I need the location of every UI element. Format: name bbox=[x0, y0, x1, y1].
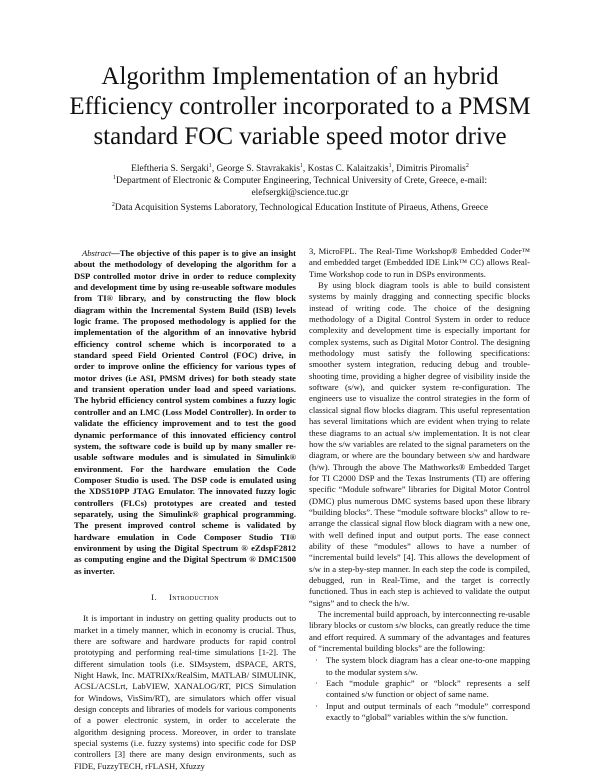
affiliation-mark: 1 bbox=[113, 174, 117, 181]
author-name: George S. Stavrakakis bbox=[216, 164, 300, 174]
bullet-icon: · bbox=[315, 678, 318, 689]
author-affiliation-mark: 1 bbox=[208, 162, 212, 169]
left-column bbox=[74, 248, 296, 772]
abstract bbox=[74, 248, 296, 577]
body-paragraph: By using block diagram tools is able to build consistent systems by mainly dragging and connecting specific blocks instead of writing code. The choice of the designing methodology of a Digital Control System in order to reduce complexity and development time is especially important for complex systems, such as Digital Motor Control. The designing methodology must satisfy the following specifications: smoother system integration, reducing debug and trouble-shooting time, providing a higher degree of visibility inside the software (s/w), and quicker system re-configuration. The engineers use to visualize the control strategies in the form of classical signal flow blocks diagram. This useful representation has several limitations which are evident when trying to relate these diagrams to an actual s/w implementation. It is not clear how the s/w variables are related to the signal parameters on the diagram, or where are the boundary between s/w and hardware (h/w). Through the above The Mathworks® Embedded Target for TI C2000 DSP and the Texas Instruments (TI) are offering specific “Module software” libraries for Digital Motor Control (DMC) plus numerous DMC systems based upon these library “building blocks”. These “module software blocks” allow to re-arrange the classical signal flow block diagram with a new one, with well defined input and output ports. The ease connect ability of these “modules” allows to have a number of “incremental build levels” [4]. This allows the development of s/w in a step-by-step manner. In each step the code is compiled, debugged, run in Real-Time, and the target is correctly functioned. Thus in each step is achieved to validate the output “signs” and to check the h/w. bbox=[309, 280, 530, 608]
section-title: Introduction bbox=[169, 591, 219, 602]
list-item bbox=[309, 655, 530, 678]
list-item bbox=[309, 678, 530, 701]
list-item-text: Input and output terminals of each “module” correspond exactly to “global” variables within the s/w function. bbox=[326, 700, 530, 723]
section-heading bbox=[74, 592, 296, 603]
list-item bbox=[309, 701, 530, 724]
continuation-paragraph: 3, MicroFPL. The Real-Time Workshop® Embedded Coder™ and embedded target (Embedded IDE Link™ CC) allows Real-Time Workshop code to run in DSPs environments. bbox=[309, 246, 530, 279]
author-block bbox=[60, 163, 540, 214]
title-line: Efficiency controller incorporated to a PMSM bbox=[69, 93, 531, 120]
bullet-icon: · bbox=[315, 655, 318, 666]
right-column bbox=[309, 246, 530, 723]
intro-paragraph: It is important in industry on getting quality products out to market in a timely manner, which in economy is crucial. Thus, there are software and hardware products for rapid control prototyping and performing real-time simulations [1-2]. The different simulation tools (i.e. SIMsystem, dSPACE, ARTS, Night Hawk, Inc. MATRIXx/RealSim, MATLAB/ SIMULINK, ACSL/ACSLrt, LabVIEW, XANALOG/RT, PICS Simulation for Windows, VisSim/RT), are simulators which offer visual design concepts and libraries of models for various components of a power electronic system, in order to accelerate the algorithm designing process. Moreover, in order to translate special systems (i.e. fuzzy systems) into specific code for DSP controllers [3] there are many design environments, such as FIDE, FuzzyTECH, rFLASH, Xfuzzy bbox=[74, 613, 296, 771]
bullet-icon: · bbox=[315, 700, 318, 711]
list-item-text: Each “module graphic” or “block” represents a self contained s/w function or object of same name. bbox=[326, 678, 530, 700]
title-line: Algorithm Implementation of an hybrid bbox=[101, 63, 499, 90]
affiliation-2 bbox=[60, 202, 540, 214]
author-name: Kostas C. Kalaitzakis bbox=[307, 164, 389, 174]
section-number: I. bbox=[151, 591, 157, 602]
body-paragraph: The incremental build approach, by interconnecting re-usable library blocks or custom s/w blocks, can greatly reduce the time and effort required. A summary of the advantages and features of “incremental building blocks” are the following: bbox=[309, 609, 530, 654]
affiliation-2-text: Data Acquisition Systems Laboratory, Technological Education Institute of Piraeus, Athens, Greece bbox=[114, 203, 489, 213]
author-name: Eleftheria S. Sergaki bbox=[131, 164, 209, 174]
affiliation-1-text: Department of Electronic & Computer Engineering, Technical University of Crete, Greece, e-mail: bbox=[116, 176, 487, 186]
author-affiliation-mark: 1 bbox=[299, 162, 303, 169]
list-item-text: The system block diagram has a clear one-to-one mapping to the modular system s/w. bbox=[326, 655, 530, 677]
author-affiliation-mark: 2 bbox=[465, 162, 469, 169]
affiliation-1 bbox=[60, 175, 540, 187]
paper-title bbox=[40, 62, 560, 152]
author-email: elefsergki@science.tuc.gr bbox=[251, 188, 349, 198]
author-list: Eleftheria S. Sergaki$^1$, George S. Stavrakakis$^1$, Kostas C. Kalaitzakis$^1$, Dimitris Piromalis$^2$ bbox=[131, 162, 469, 174]
title-line: standard FOC variable speed motor drive bbox=[93, 123, 507, 150]
abstract-label: Abstract bbox=[82, 248, 112, 258]
author-name: Dimitris Piromalis bbox=[396, 164, 466, 174]
feature-list bbox=[309, 655, 530, 723]
author-affiliation-mark: 1 bbox=[388, 162, 392, 169]
affiliation-mark: 2 bbox=[111, 201, 115, 208]
abstract-text: —The objective of this paper is to give an insight about the methodology of developing the algorithm for a DSP controlled motor drive in order to reduce complexity and development time by using re-useable software modules from TI® library, and by constructing the flow block diagram within the Incremental System Build (ISB) levels logic frame. The proposed methodology is applied for the implementation of the algorithm of an innovative hybrid efficiency control scheme which is incorporated to a standard speed Field Oriented Control (FOC) drive, in order to improve online the efficiency for various types of motor drives (i.e ASI, PMSM drives) for both steady state and transient operation under load and speed variations. The hybrid efficiency control system combines a fuzzy logic controller and an LMC (Loss Model Controller). In order to validate the efficiency improvement and to test the good dynamic performance of this innovated efficiency control system, the software code is build up by many smaller re-usable software modules and is simulated in Simulink® environment. For the hardware emulation the Code Composer Studio is used. The DSP code is emulated using the XDS510PP JTAG Emulator. The innovated fuzzy logic controllers (FLCs) prototypes are created and tested separately, using the Simulink® graphical programming. The present improved control scheme is validated by hardware emulation in Code Composer Studio TI® environment by using the Digital Spectrum ® eZdspF2812 as computing engine and the Digital Spectrum ® DMC1500 as inverter. bbox=[74, 248, 296, 576]
